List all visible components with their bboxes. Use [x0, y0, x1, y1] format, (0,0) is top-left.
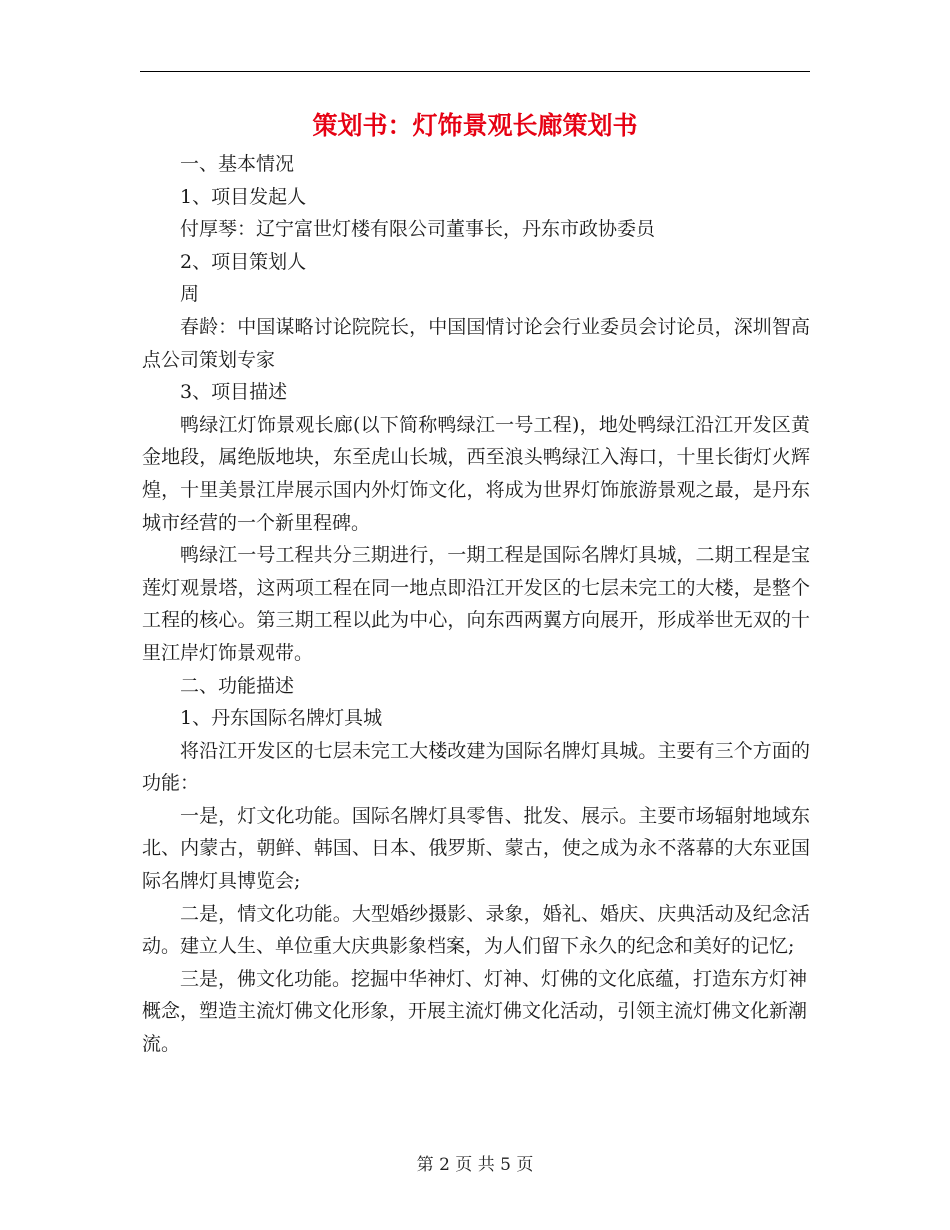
document-title: 策划书：灯饰景观长廊策划书	[312, 111, 638, 140]
document-body	[142, 148, 810, 1061]
page-footer	[0, 1152, 950, 1178]
paragraph-planner-surname: 周	[180, 283, 200, 306]
paragraph-lighting-mall: 将沿江开发区的七层未完工大楼改建为国际名牌灯具城。主要有三个方面的功能：	[142, 739, 810, 795]
header-rule	[140, 71, 810, 72]
paragraph-function-lamp-culture: 一是，灯文化功能。国际名牌灯具零售、批发、展示。主要市场辐射地域东北、内蒙古，朝鲜、韩国、日本、俄罗斯、蒙古，使之成为永不落幕的大东亚国际名牌灯具博览会;	[142, 804, 810, 893]
paragraph-initiator: 付厚琴：辽宁富世灯楼有限公司董事长，丹东市政协委员	[180, 218, 656, 241]
paragraph-description-2: 鸭绿江一号工程共分三期进行，一期工程是国际名牌灯具城，二期工程是宝莲灯观景塔，这两项工程在同一地点即沿江开发区的七层未完工的大楼，是整个工程的核心。第三期工程以此为中心，向东西两翼方向展开，形成举世无双的十里江岸灯饰景观带。	[142, 544, 810, 664]
paragraph-description-1: 鸭绿江灯饰景观长廊(以下简称鸭绿江一号工程)，地处鸭绿江沿江开发区黄金地段，属绝版地块，东至虎山长城，西至浪头鸭绿江入海口，十里长街灯火辉煌，十里美景江岸展示国内外灯饰文化，将成为世界灯饰旅游景观之最，是丹东城市经营的一个新里程碑。	[142, 413, 810, 534]
paragraph-function-emotion-culture: 二是，情文化功能。大型婚纱摄影、录象，婚礼、婚庆、庆典活动及纪念活动。建立人生、单位重大庆典影象档案，为人们留下永久的纪念和美好的记忆;	[142, 902, 810, 958]
paragraph-planner: 春龄：中国谋略讨论院院长，中国国情讨论会行业委员会讨论员，深圳智高点公司策划专家	[142, 315, 810, 371]
page-number: 第 2 页 共 5 页	[416, 1155, 534, 1175]
section-heading-basic-info: 一、基本情况	[180, 153, 295, 175]
subheading-description: 3、项目描述	[180, 381, 288, 404]
subheading-lighting-mall: 1、丹东国际名牌灯具城	[180, 707, 383, 730]
paragraph-function-buddha-culture: 三是，佛文化功能。挖掘中华神灯、灯神、灯佛的文化底蕴，打造东方灯神概念，塑造主流灯佛文化形象，开展主流灯佛文化活动，引领主流灯佛文化新潮流。	[142, 967, 808, 1056]
section-heading-functions: 二、功能描述	[180, 674, 295, 697]
subheading-planner: 2、项目策划人	[180, 250, 307, 273]
subheading-initiator: 1、项目发起人	[180, 185, 307, 208]
